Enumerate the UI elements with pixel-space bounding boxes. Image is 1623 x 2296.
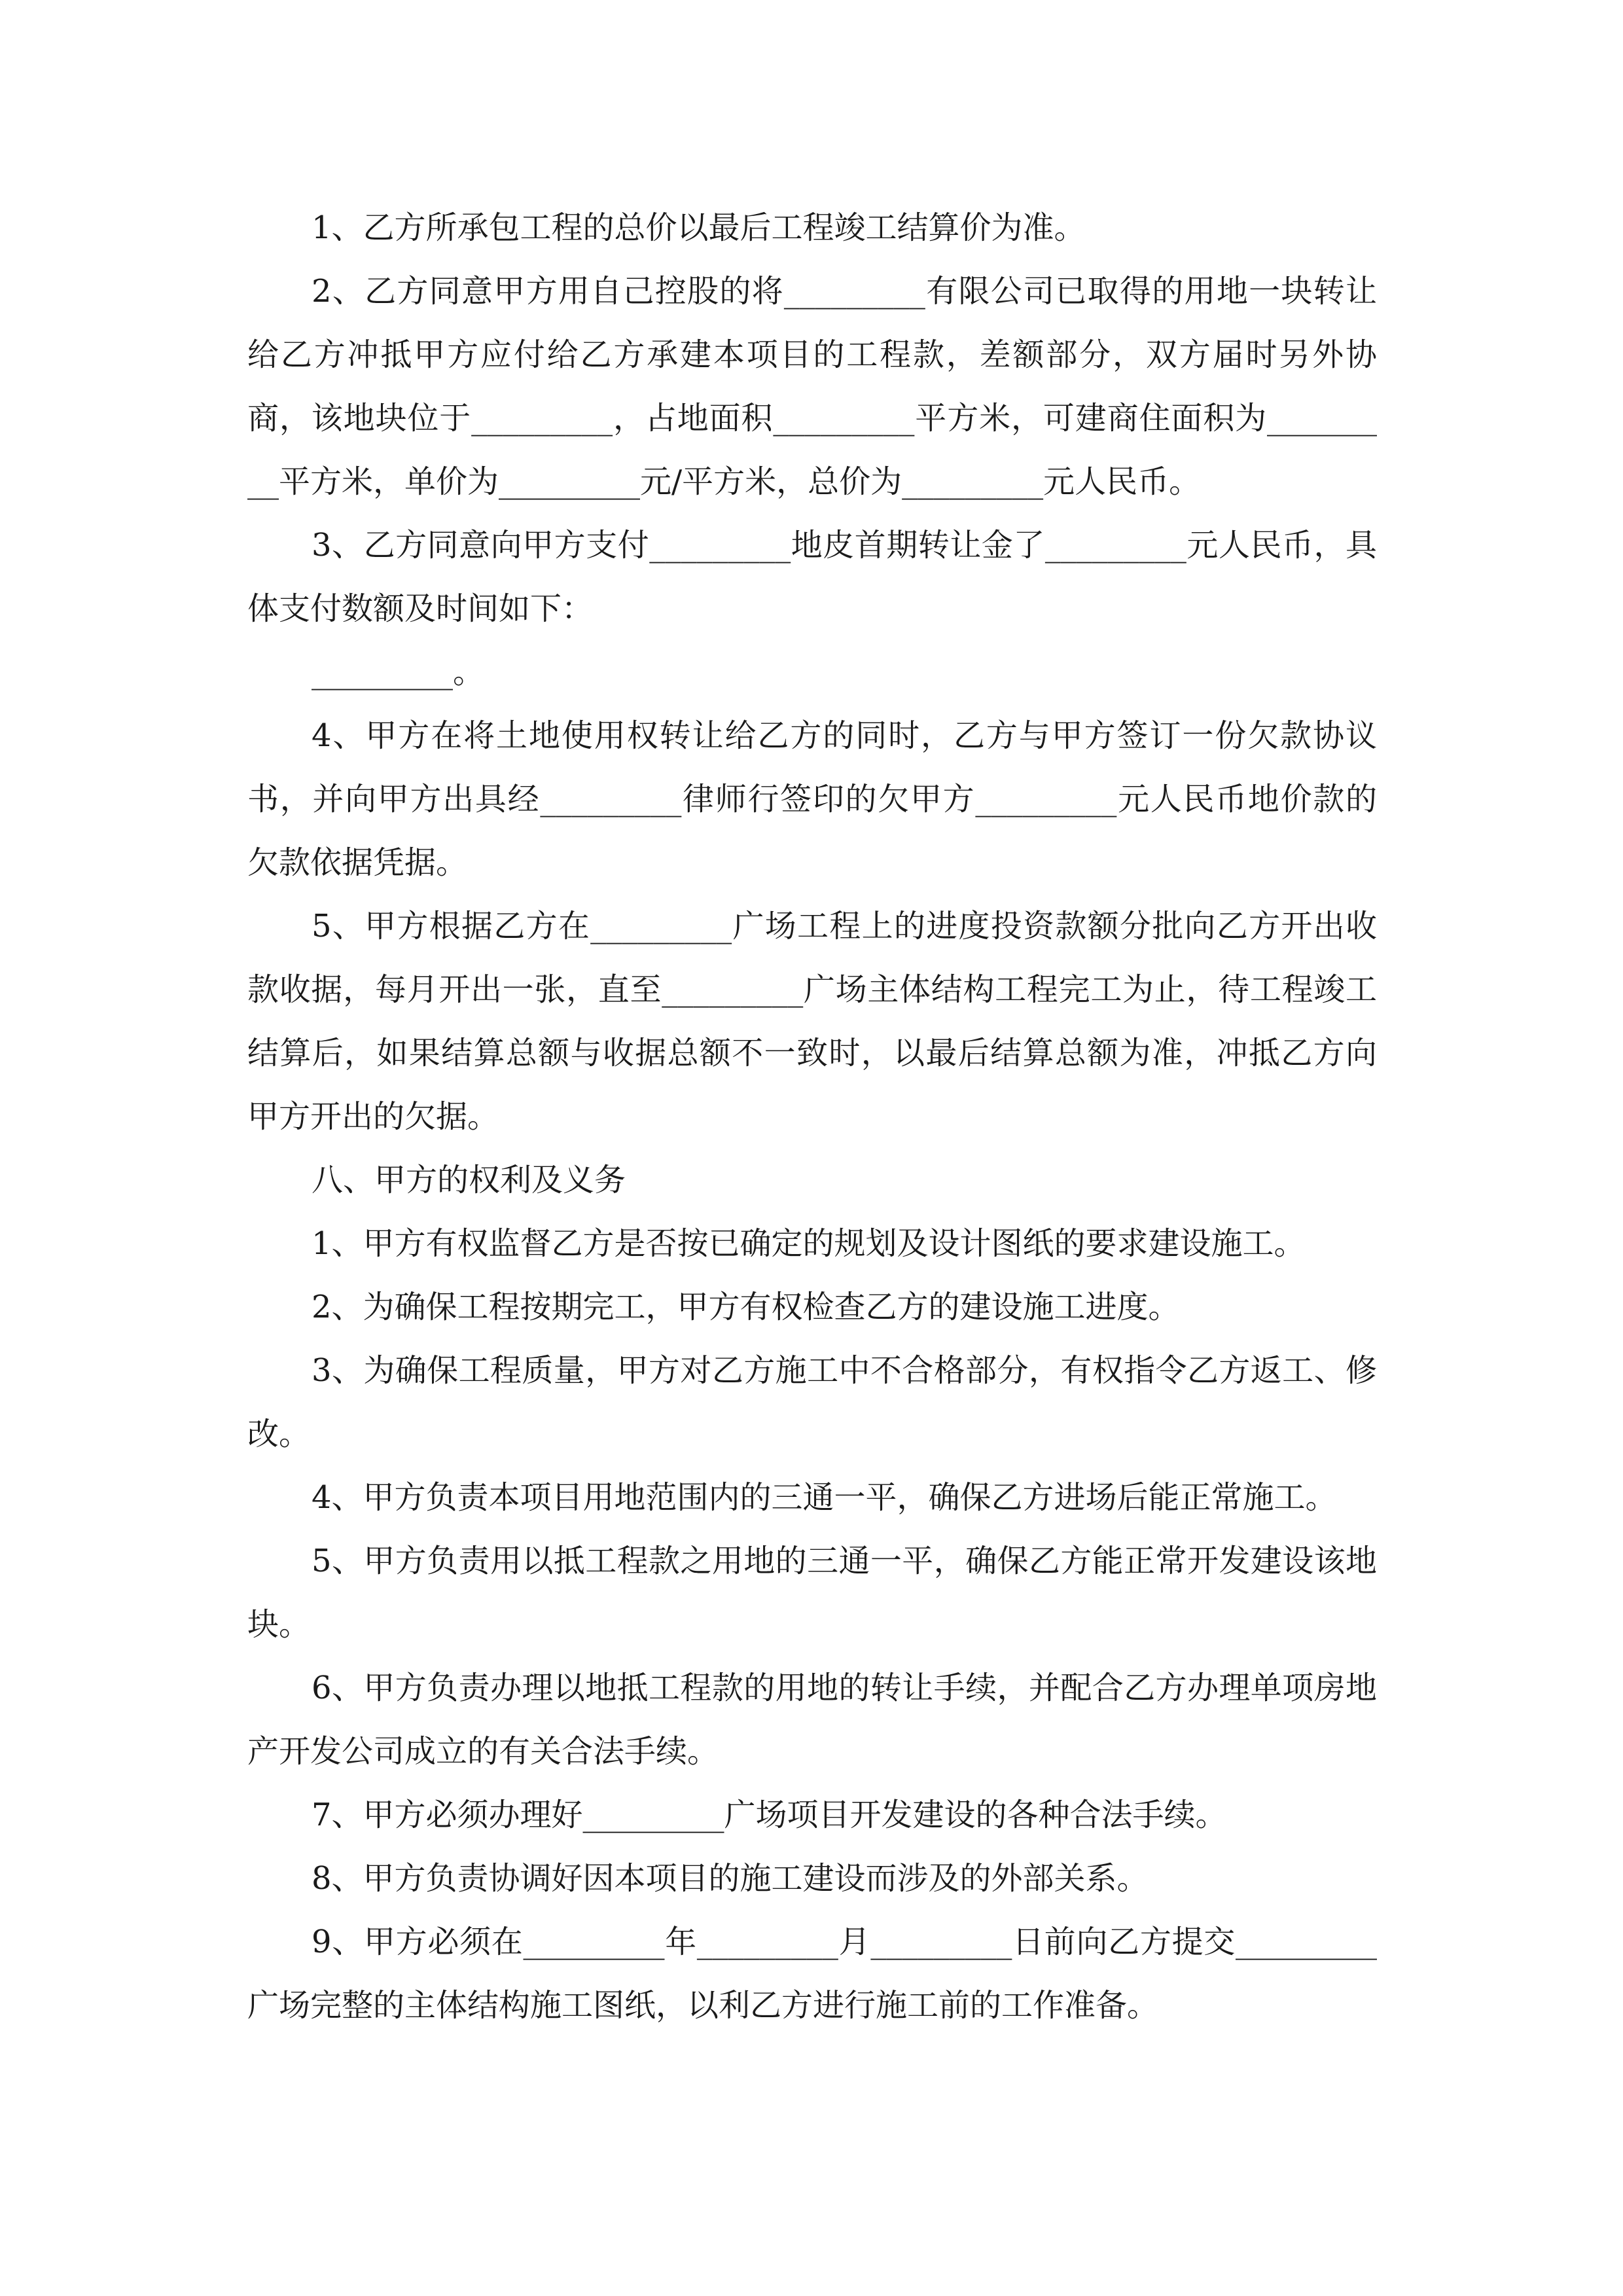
paragraph-11: 4、甲方负责本项目用地范围内的三通一平，确保乙方进场后能正常施工。 bbox=[312, 1479, 1337, 1516]
paragraph-12: 5、甲方负责用以抵工程款之用地的三通一平，确保乙方能正常开发建设该地块。 bbox=[247, 1543, 1377, 1643]
paragraph-1: 1、乙方所承包工程的总价以最后工程竣工结算价为准。 bbox=[312, 209, 1086, 246]
paragraph-14: 7、甲方必须办理好_________广场项目开发建设的各种合法手续。 bbox=[312, 1797, 1227, 1833]
paragraph-15: 8、甲方负责协调好因本项目的施工建设而涉及的外部关系。 bbox=[312, 1860, 1149, 1897]
document-page bbox=[247, 196, 1377, 2037]
paragraph-9: 2、为确保工程按期完工，甲方有权检查乙方的建设施工进度。 bbox=[312, 1289, 1180, 1325]
section-heading: 八、甲方的权利及义务 bbox=[312, 1162, 626, 1198]
paragraph-5: 4、甲方在将土地使用权转让给乙方的同时，乙方与甲方签订一份欠款协议书，并向甲方出具经_________律师行签印的欠甲方_________元人民币地价款的欠款依据凭据。 bbox=[247, 717, 1377, 881]
paragraph-3: 3、乙方同意向甲方支付_________地皮首期转让金了_________元人民币，具体支付数额及时间如下： bbox=[247, 527, 1377, 627]
paragraph-13: 6、甲方负责办理以地抵工程款的用地的转让手续，并配合乙方办理单项房地产开发公司成立的有关合法手续。 bbox=[247, 1670, 1377, 1770]
paragraph-10: 3、为确保工程质量，甲方对乙方施工中不合格部分，有权指令乙方返工、修改。 bbox=[247, 1352, 1377, 1452]
paragraph-6: 5、甲方根据乙方在_________广场工程上的进度投资款额分批向乙方开出收款收据，每月开出一张，直至_________广场主体结构工程完工为止，待工程竣工结算后，如果结算总额与收据总额不一致时，以最后结算总额为准，冲抵乙方向甲方开出的欠据。 bbox=[247, 908, 1377, 1135]
paragraph-16: 9、甲方必须在_________年_________月_________日前向乙方提交_________广场完整的主体结构施工图纸，以利乙方进行施工前的工作准备。 bbox=[247, 1924, 1377, 2024]
paragraph-2: 2、乙方同意甲方用自己控股的将_________有限公司已取得的用地一块转让给乙方冲抵甲方应付给乙方承建本项目的工程款，差额部分，双方届时另外协商，该地块位于_________，占地面积_________平方米，可建商住面积为_________平方米，单价为_________元/平方米，总价为_________元人民币。 bbox=[247, 273, 1377, 500]
paragraph-4: _________。 bbox=[312, 654, 485, 691]
paragraph-8: 1、甲方有权监督乙方是否按已确定的规划及设计图纸的要求建设施工。 bbox=[312, 1225, 1306, 1262]
